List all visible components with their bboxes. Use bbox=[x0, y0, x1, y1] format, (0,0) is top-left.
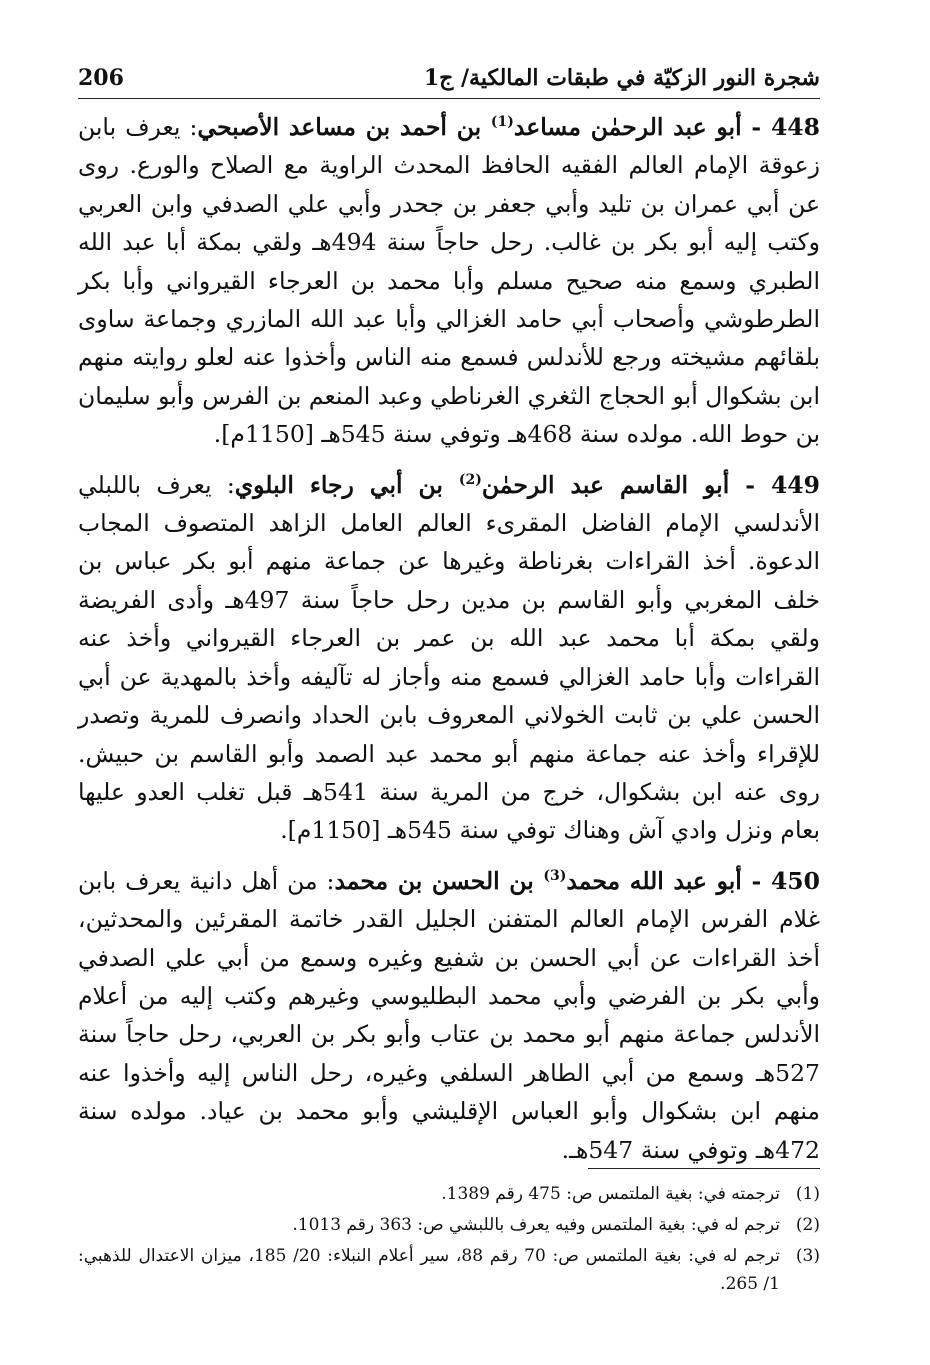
footnote-ref[interactable]: (2) bbox=[458, 471, 482, 488]
footnote-text: ترجم له في: بغية الملتمس وفيه يعرف باللبشي ص: 363 رقم 1013. bbox=[292, 1215, 780, 1235]
entry-body: : من أهل دانية يعرف بابن غلام الفرس الإمام العالم المتفنن الجليل القدر خاتمة المقرئين والمحدثين، أخذ القراءات عن أبي الحسن بن شفيع وغيره وسمع من أبي علي الصدفي وأبي بكر بن الفرضي وأبي محمد البطليوسي وغيرهم وكتب إليه من أعلام الأندلس جماعة منهم أبو محمد بن عتاب وأبو بكر بن العربي، رحل حاجاً سنة 527هـ وسمع من أبي الطاهر السلفي وغيره، رحل الناس إليه وأخذوا عنه منهم ابن بشكوال وأبو العباس الإقليشي وأبو محمد بن عياد. مولده سنة 472هـ وتوفي سنة 547هـ. bbox=[78, 866, 820, 1164]
entry-number: 448 - bbox=[751, 113, 820, 141]
footnote-number: (3) bbox=[795, 1246, 820, 1266]
entry-450 bbox=[78, 862, 820, 1169]
entry-name: أبو عبد الله محمد bbox=[566, 866, 742, 895]
footnote-3 bbox=[78, 1242, 820, 1298]
entry-name: أبو عبد الرحمٰن مساعد bbox=[513, 113, 742, 141]
entry-name-lineage: بن أحمد بن مساعد الأصبحي bbox=[197, 113, 482, 141]
entry-448 bbox=[78, 108, 820, 454]
entry-heading bbox=[235, 471, 820, 499]
entry-heading bbox=[197, 113, 820, 141]
footnote-number: (2) bbox=[795, 1215, 820, 1235]
footnote-1 bbox=[78, 1180, 820, 1208]
entry-name-lineage: بن الحسن بن محمد bbox=[334, 866, 534, 895]
main-text bbox=[78, 108, 820, 1181]
running-title: شجرة النور الزكيّة في طبقات المالكية/ ج1 bbox=[423, 65, 820, 91]
page-number: 206 bbox=[78, 65, 124, 91]
entry-heading bbox=[334, 867, 820, 895]
footnote-ref[interactable]: (3) bbox=[543, 867, 567, 884]
entry-body: : يعرف بابن زعوقة الإمام العالم الفقيه الحافظ المحدث الراوية مع الصلاح والورع. روى عن أبي عمران بن تليد وأبي جعفر بن جحدر وأبي علي الصدفي وابن العربي وكتب إليه أبو بكر بن غالب. رحل حاجاً سنة 494هـ ولقي بمكة أبا عبد الله الطبري وسمع منه صحيح مسلم وأبا محمد بن العرجاء القيرواني وأبا بكر الطرطوشي وأصحاب أبي حامد الغزالي وأبا عبد الله المازري وجماعة ساوى بلقائهم مشيخته ورجع للأندلس فسمع منه الناس وأخذوا عنه لعلو روايته منهم ابن بشكوال أبو الحجاج الثغري الغرناطي وعبد المنعم بن الفرس وأبو سليمان بن حوط الله. مولده سنة 468هـ وتوفي سنة 545هـ [1150م]. bbox=[78, 113, 820, 449]
entry-449 bbox=[78, 466, 820, 850]
page-header bbox=[78, 58, 820, 99]
footnotes bbox=[78, 1180, 820, 1301]
footnote-2 bbox=[78, 1211, 820, 1239]
footnote-text: ترجم له في: بغية الملتمس ص: 70 رقم 88، سير أعلام النبلاء: 20/ 185، ميزان الاعتدال للذهبي: 1/ 265. bbox=[78, 1246, 781, 1294]
entry-body: : يعرف باللبلي الأندلسي الإمام الفاضل المقرىء العالم العامل الزاهد المتصوف المجاب الدعوة. أخذ القراءات بغرناطة وغيرها عن جماعة منهم أبو بكر عباس بن خلف المغربي وأبو القاسم بن مدين رحل حاجاً سنة 497هـ وأدى الفريضة ولقي بمكة أبا محمد عبد الله بن عمر بن العرجاء القيرواني وأخذ عنه القراءات وأبا حامد الغزالي فسمع منه وأجاز له تآليفه وأخذ بالمهدية عن أبي الحسن علي بن ثابت الخولاني المعروف بابن الحداد وانصرف للمرية وتصدر للإقراء وأخذ عنه جماعة منهم أبو محمد عبد الصمد وأبو القاسم بن حبيش. روى عنه ابن بشكوال، خرج من المرية سنة 541هـ قبل تغلب العدو عليها بعام ونزل وادي آش وهناك توفي سنة 545هـ [1150م]. bbox=[78, 470, 821, 845]
entry-name-lineage: بن أبي رجاء البلوي bbox=[234, 470, 443, 499]
entry-number: 450 - bbox=[751, 866, 820, 895]
entry-name: أبو القاسم عبد الرحمٰن bbox=[481, 470, 730, 499]
entry-number: 449 - bbox=[745, 470, 821, 499]
footnote-number: (1) bbox=[795, 1184, 820, 1204]
footnote-text: ترجمته في: بغية الملتمس ص: 475 رقم 1389. bbox=[441, 1184, 780, 1204]
footnote-separator bbox=[588, 1168, 820, 1169]
footnote-ref[interactable]: (1) bbox=[490, 114, 514, 131]
